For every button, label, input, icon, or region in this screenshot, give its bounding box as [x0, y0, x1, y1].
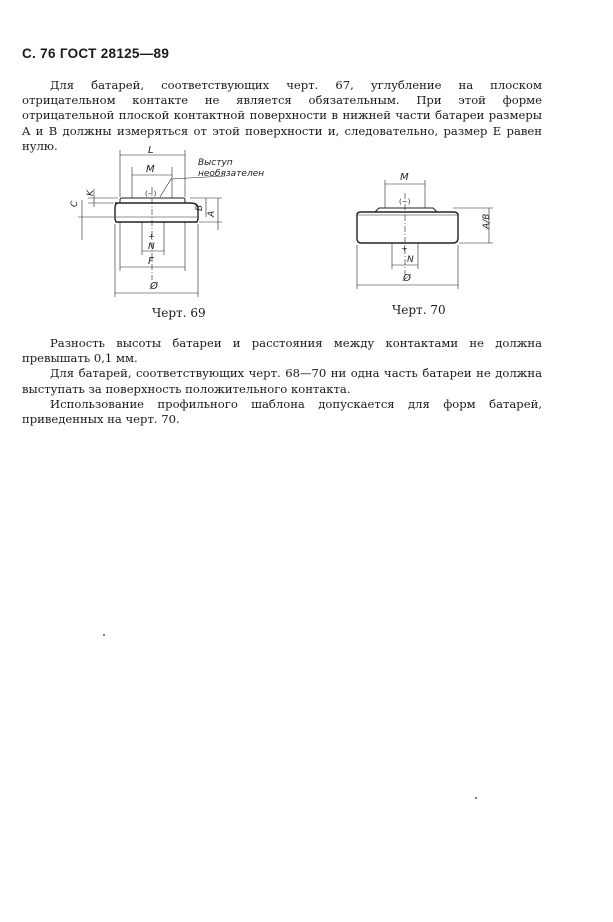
label-C: C [70, 200, 80, 207]
label-AB-70: A/B [482, 213, 492, 229]
figure-69 [60, 145, 300, 305]
paragraph-height-difference: Разность высоты батареи и расстояния между контактами не должна превышать 0,1 мм. [22, 336, 542, 366]
label-A: A [207, 210, 217, 217]
page-header: С. 76 ГОСТ 28125—89 [22, 46, 170, 61]
paragraph-no-protrusion: Для батарей, соответствующих черт. 68—70 ни одна часть батареи не должна выступать за поверхность положительного контакта. [22, 366, 542, 396]
label-plus: + [148, 232, 155, 241]
intro-paragraph-text: Для батарей, соответствующих черт. 67, углубление на плоском отрицательном контакте не является обязательным. При этой форме отрицательной плоской контактной поверхности в нижней части батареи размеры A и B должны измеряться от этой поверхности и, следовательно, размер E равен нулю. [22, 78, 542, 153]
note-line-2: необязателен [198, 169, 265, 179]
figure-69-caption: Черт. 69 [152, 306, 206, 320]
label-N-70: N [407, 255, 414, 265]
label-diameter-70: Ø [403, 273, 411, 284]
label-L: L [148, 145, 154, 156]
scan-speck [475, 797, 477, 799]
label-M: M [146, 164, 155, 175]
label-B: B [195, 204, 205, 211]
label-K: K [86, 190, 96, 196]
paragraph-profile-template: Использование профильного шаблона допускается для форм батарей, приведенных на черт. 70. [22, 396, 542, 427]
body-paragraphs [22, 336, 542, 427]
label-minus-70: (−) [399, 198, 411, 206]
scan-speck [103, 634, 105, 636]
label-plus-70: + [401, 244, 408, 253]
battery-body-70 [357, 212, 458, 243]
figure-70 [345, 165, 505, 295]
label-N: N [148, 242, 155, 252]
top-terminal [120, 198, 185, 203]
note-line-1: Выступ [198, 158, 233, 168]
battery-body [115, 203, 198, 222]
figure-70-caption: Черт. 70 [392, 303, 446, 317]
label-diameter: Ø [150, 281, 158, 292]
label-F: F [148, 256, 154, 267]
label-M-70: M [400, 172, 409, 183]
intro-paragraph [22, 78, 542, 154]
label-minus: (−) [145, 190, 157, 198]
